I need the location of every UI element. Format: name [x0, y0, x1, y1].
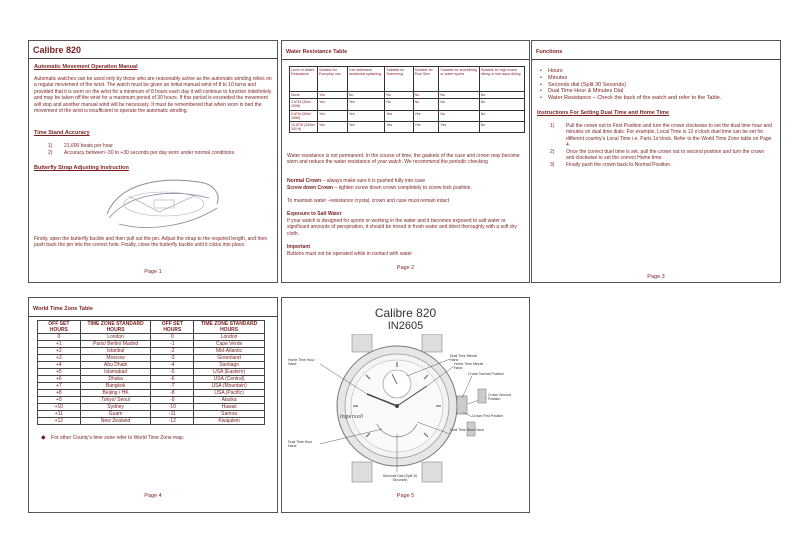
- water-resistance-paragraph: Water resistance is not permanent. In the course of time, the gaskets of the case and crown may become worn and reduce the water resistance of your watch. We recommend the periodic checking: [287, 153, 520, 166]
- label-crown-first: Crown First Position: [472, 414, 504, 418]
- watch-diagram: [282, 334, 531, 484]
- table-cell: Paris/ Berlin/ Madrid: [80, 341, 151, 348]
- page-2: [281, 40, 530, 283]
- page-2-header: [282, 45, 529, 60]
- label-dual-hour-left: Dual Time Hour Hand: [288, 440, 313, 448]
- table-cell: USA (Pacific): [194, 390, 265, 397]
- important-heading: Important: [287, 244, 311, 250]
- table-row: [38, 348, 265, 355]
- table-cell: +10: [38, 404, 81, 411]
- table-cell: Mid-Atlantic: [194, 348, 265, 355]
- table-row: [38, 404, 265, 411]
- label-home-hour: Home Time Hour Hand: [288, 358, 315, 366]
- time-zone-note: ◆ For other County's time zone refer to World Time Zone map.: [41, 435, 185, 441]
- maintain-text: To maintain water –resistance crystal, crown and case must remain intact: [287, 198, 450, 204]
- table-cell: -8: [151, 390, 194, 397]
- page-1: [28, 40, 278, 283]
- table-cell: Moscow: [80, 355, 151, 362]
- label-crown-second: Crown Second Position: [488, 393, 511, 401]
- instruction-step: 1) Pull the crown out to First Position and turn the crown clockwise to set the dual time hour and minutes on dual time dials. For example, Local Time is 12 o'clock duel time can be set for different country's Local Time i.e. Paris 1o'clock. Refer to the World Time Zone table on Page 4.: [550, 123, 772, 149]
- table-cell: -11: [151, 411, 194, 418]
- table-cell: -10: [151, 404, 194, 411]
- watch-model: IN2605: [387, 320, 424, 332]
- instruction-step: 2) Once the correct duel time is set, pull the crown out to second position and turn the crown anti-clockwise to set the correct Home time.: [550, 149, 765, 162]
- page-1-header: [29, 45, 277, 59]
- table-cell: Alaska: [194, 397, 265, 404]
- table-cell: +5: [38, 369, 81, 376]
- table-row: 3 ATM (30m/ 100ft) Yes Yes No No No No: [290, 99, 525, 110]
- watch-title: Calibre 820: [374, 306, 437, 320]
- water-resistance-table: [289, 66, 525, 133]
- auto-movement-heading: Automatic Movement Operation Manual: [34, 64, 138, 70]
- page-4-header: [29, 302, 277, 317]
- salt-water-heading: Exposure to Salt Water: [287, 211, 342, 217]
- page-number: Page 2: [396, 265, 415, 271]
- page-number: Page 1: [144, 269, 162, 275]
- page-1-title: Calibre 820: [33, 45, 82, 55]
- label-seconds-dial: Seconds Dial (Split 30 Seconds): [382, 474, 418, 482]
- table-header-row: OFF SET HOURS TIME ZONE STANDARD HOURS OFF SET HOURS TIME ZONE STANDARD HOURS: [38, 321, 265, 334]
- page-number: Page 3: [647, 274, 665, 280]
- table-cell: Beijing / HK: [80, 390, 151, 397]
- page-3: [531, 40, 781, 283]
- diamond-bullet-icon: ◆: [41, 435, 46, 441]
- table-header-row: Level of Water Resistance Suitable for Everyday use Can withstand accidental splashing Suitable for Swimming Suitable for Pool Size Suitable for snorkelling or water sports Suitable for high board diving or sub aqua diving: [290, 67, 525, 92]
- instruction-step: 3) Finally push the crown back to Normal Position.: [550, 162, 672, 168]
- important-text: Buttons must not be operated while in contact with water: [287, 251, 413, 257]
- list-item: • Seconds dial (Split 30 Seconds): [548, 82, 721, 89]
- time-zone-rows: [38, 334, 265, 425]
- label-home-minute: Home Time Minute Hand: [454, 362, 484, 370]
- table-cell: -3: [151, 355, 194, 362]
- table-cell: Abu Dhabi: [80, 362, 151, 369]
- table-row: [38, 334, 265, 341]
- table-row: [38, 383, 265, 390]
- table-cell: -1: [151, 341, 194, 348]
- auto-movement-text: Automatic watches can be used only by those who are reasonably active as the automatic winding relies on a regular movement of the wrist. The watch must be given an initial manual wind of 8 to 10 turns and provided that it is worn on the wrist for a minimum of 8 hours each day it will continue to function indefinitely and may be taken off the wrist for a maximum period of 30 hours. If this period is exceeded the movement will stop and another manual wind will be necessary. It must be remembered that when worn in bed the movement of the wrist is insufficient to operate the automatic winding.: [34, 76, 272, 115]
- page-3-header: [532, 45, 780, 60]
- table-cell: +1: [38, 341, 81, 348]
- table-cell: +11: [38, 411, 81, 418]
- table-cell: -5: [151, 369, 194, 376]
- table-cell: +6: [38, 376, 81, 383]
- accuracy-item: 2) Accuracy between -30 to +30 seconds per day worn under normal conditions.: [48, 150, 236, 156]
- table-cell: +3: [38, 355, 81, 362]
- table-cell: USA (Mountain): [194, 383, 265, 390]
- table-row: [38, 362, 265, 369]
- table-row: [38, 418, 265, 425]
- table-row: [38, 355, 265, 362]
- butterfly-buckle-illustration: [99, 174, 229, 236]
- accuracy-heading: Time Stand Accuracy: [34, 130, 90, 136]
- label-dual-hour-right: Dual Time Hour Hand: [450, 428, 484, 432]
- strap-heading: Butterfly Strap Adjusting Instruction: [34, 165, 129, 171]
- strap-text: Firstly, open the butterfly buckle and then pull out the pin. Adjust the strap to the required length, and then push back the pin into the correct hole. Finally, close the butterfly buckle until it clicks into place.: [34, 236, 268, 249]
- table-row: None Yes No No No No No: [290, 92, 525, 99]
- table-row: [38, 376, 265, 383]
- list-item: • Dual Time Hour & Minutes Dial: [548, 88, 721, 95]
- page-4: [28, 297, 278, 513]
- table-cell: Islamabad: [80, 369, 151, 376]
- table-cell: -6: [151, 376, 194, 383]
- table-cell: -2: [151, 348, 194, 355]
- table-cell: London: [80, 334, 151, 341]
- screw-crown-line: Screw down Crown – tighten screw down crown completely to screw lock position.: [287, 185, 472, 191]
- table-cell: Bangkok: [80, 383, 151, 390]
- table-cell: Tokyo/ Seoul: [80, 397, 151, 404]
- normal-crown-line: Normal Crown – always make sure it is pushed fully into case: [287, 178, 426, 184]
- table-cell: New Zealand: [80, 418, 151, 425]
- label-dual-minute: Dual Time Minute Hand: [450, 354, 478, 362]
- table-row: [38, 390, 265, 397]
- salt-water-text: If your watch is designed for sports or working in the water and it becomes exposed to salt water or significant amounts of perspiration, it should be rinsed in fresh water and dried thoroughly with a soft dry cloth.: [287, 218, 517, 237]
- table-cell: -7: [151, 383, 194, 390]
- table-cell: USA (Central): [194, 376, 265, 383]
- world-time-zone-table: [37, 320, 265, 425]
- label-crown-normal: Crown Normal Position: [468, 372, 504, 376]
- table-cell: Sydney: [80, 404, 151, 411]
- table-cell: Kwajalein: [194, 418, 265, 425]
- table-cell: +12: [38, 418, 81, 425]
- table-cell: -12: [151, 418, 194, 425]
- table-cell: USA (Eastern): [194, 369, 265, 376]
- page-2-title: Water Resistance Table: [286, 49, 348, 55]
- table-cell: London: [194, 334, 265, 341]
- table-cell: +4: [38, 362, 81, 369]
- table-cell: -9: [151, 397, 194, 404]
- table-cell: Greenland: [194, 355, 265, 362]
- list-item: • Minutes: [548, 75, 721, 82]
- table-row: [38, 397, 265, 404]
- table-row: [38, 341, 265, 348]
- table-row: 10 ATM (100m/ 300 ft) Yes Yes Yes Yes Yes No: [290, 122, 525, 133]
- table-cell: Samoa: [194, 411, 265, 418]
- page-number: Page 4: [144, 493, 162, 499]
- table-cell: Cape Verde: [194, 341, 265, 348]
- table-cell: 0: [151, 334, 194, 341]
- table-row: [38, 369, 265, 376]
- list-item: • Hours: [548, 68, 721, 75]
- page-number: Page 5: [396, 493, 415, 499]
- functions-list: [548, 68, 721, 102]
- accuracy-item: 1) 21,600 beats per hour: [48, 143, 113, 149]
- table-cell: +7: [38, 383, 81, 390]
- table-cell: Dhaka: [80, 376, 151, 383]
- table-cell: Hawaii: [194, 404, 265, 411]
- instructions-heading: Instructions For Setting Dual Time and Home Time: [537, 110, 670, 116]
- table-cell: -4: [151, 362, 194, 369]
- table-cell: +8: [38, 390, 81, 397]
- page-3-title: Functions: [536, 49, 563, 55]
- table-cell: +2: [38, 348, 81, 355]
- table-cell: Santiago: [194, 362, 265, 369]
- table-row: 5 ATM (50m/ 165ft) Yes Yes Yes Yes No No: [290, 110, 525, 121]
- page-5: [281, 297, 530, 513]
- list-item: • Water Resistance – Check the back of the watch and refer to the Table.: [548, 95, 721, 102]
- table-cell: 0: [38, 334, 81, 341]
- page-4-title: World Time Zone Table: [33, 306, 93, 312]
- table-row: [38, 411, 265, 418]
- table-cell: +9: [38, 397, 81, 404]
- brand-logo: Ingersoll: [340, 414, 364, 420]
- table-cell: Istanbul: [80, 348, 151, 355]
- table-cell: Guam: [80, 411, 151, 418]
